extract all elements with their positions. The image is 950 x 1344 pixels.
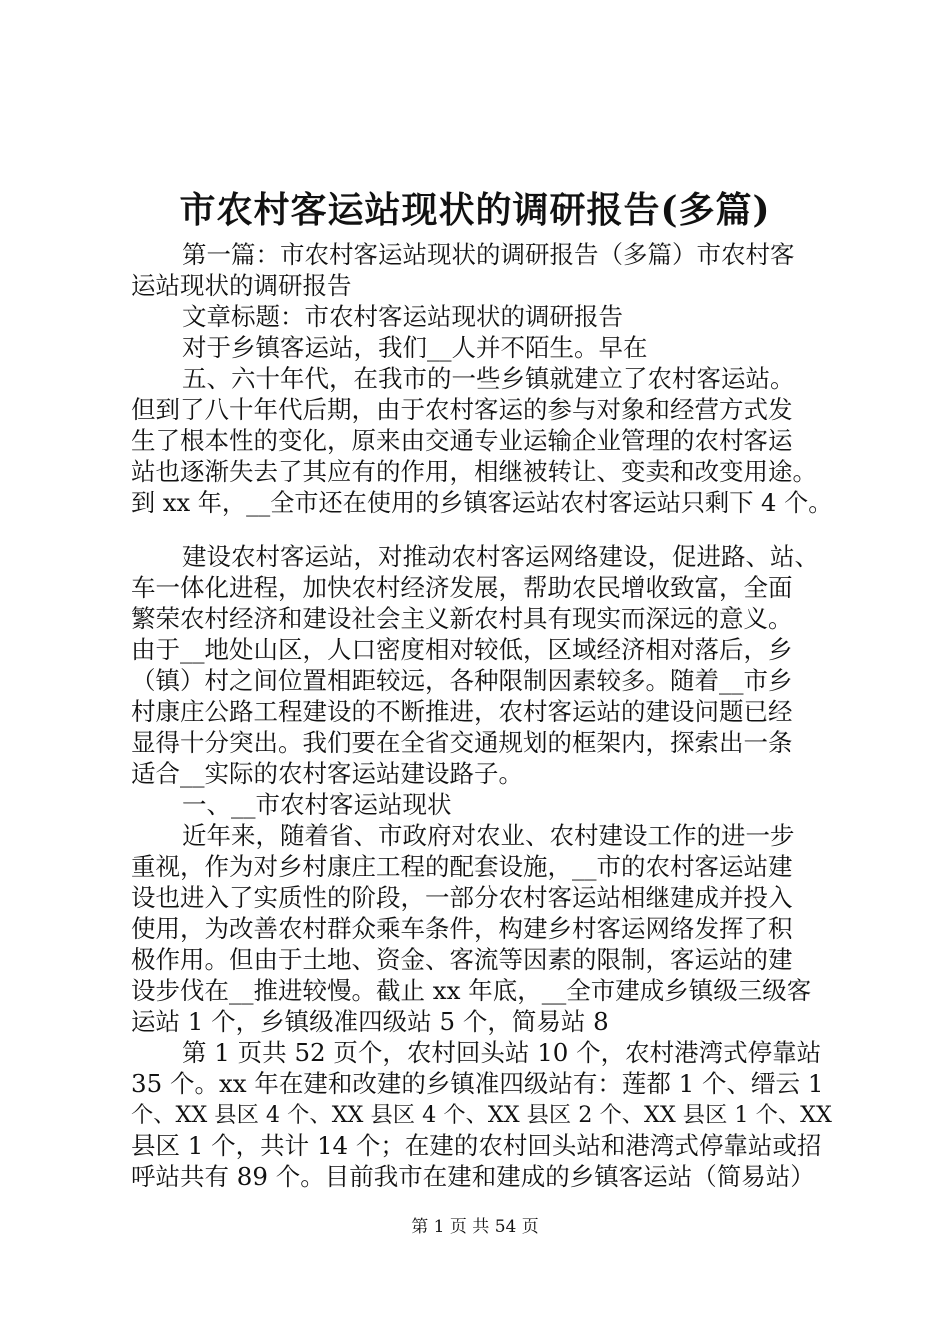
body-line: 对于乡镇客运站，我们__人并不陌生。早在 [182,333,648,362]
body-line: 文章标题：市农村客运站现状的调研报告 [182,302,623,331]
body-line: 站也逐渐失去了其应有的作用，相继被转让、变卖和改变用途。 [131,457,817,486]
body-line: 村康庄公路工程建设的不断推进，农村客运站的建设问题已经 [131,697,793,726]
body-line: 但到了八十年代后期，由于农村客运的参与对象和经营方式发 [131,395,793,424]
body-line: 县区 1 个，共计 14 个；在建的农村回头站和港湾式停靠站或招 [131,1131,822,1160]
body-line: 极作用。但由于土地、资金、客流等因素的限制，客运站的建 [131,945,793,974]
page-number-footer: 第 1 页 共 54 页 [411,1217,539,1237]
body-line: 设步伐在__推进较慢。截止 xx 年底，__全市建成乡镇级三级客 [131,976,812,1005]
body-line: 运站现状的调研报告 [131,271,352,300]
body-line: 五、六十年代，在我市的一些乡镇就建立了农村客运站。 [182,364,795,393]
body-line: 第 1 页共 52 页个，农村回头站 10 个，农村港湾式停靠站 [182,1038,822,1067]
body-line: 繁荣农村经济和建设社会主义新农村具有现实而深远的意义。 [131,604,793,633]
body-line: 由于__地处山区，人口密度相对较低，区域经济相对落后，乡 [131,635,793,664]
body-line: 近年来，随着省、市政府对农业、农村建设工作的进一步 [182,821,795,850]
body-line: 35 个。xx 年在建和改建的乡镇准四级站有：莲都 1 个、缙云 1 [131,1069,824,1098]
body-line: 第一篇：市农村客运站现状的调研报告（多篇）市农村客 [182,240,795,269]
body-line: 使用，为改善农村群众乘车条件，构建乡村客运网络发挥了积 [131,914,793,943]
body-line: 车一体化进程，加快农村经济发展，帮助农民增收致富，全面 [131,573,793,602]
body-line: 显得十分突出。我们要在全省交通规划的框架内，探索出一条 [131,728,793,757]
body-line: 运站 1 个，乡镇级准四级站 5 个，简易站 8 [131,1007,609,1036]
section-heading: 一、__市农村客运站现状 [182,790,452,819]
body-line: 生了根本性的变化，原来由交通专业运输企业管理的农村客运 [131,426,793,455]
body-line: 设也进入了实质性的阶段，一部分农村客运站相继建成并投入 [131,883,793,912]
page-title: 市农村客运站现状的调研报告(多篇) [179,189,771,231]
body-line: 到 xx 年，__全市还在使用的乡镇客运站农村客运站只剩下 4 个。 [131,489,833,517]
body-line: 个、XX 县区 4 个、XX 县区 4 个、XX 县区 2 个、XX 县区 1 个、XX [131,1102,832,1128]
body-line: （镇）村之间位置相距较远，各种限制因素较多。随着__市乡 [131,666,793,695]
body-line: 建设农村客运站，对推动农村客运网络建设，促进路、站、 [182,542,819,571]
body-line: 适合__实际的农村客运站建设路子。 [131,759,523,788]
body-line: 重视，作为对乡村康庄工程的配套设施，__市的农村客运站建 [131,852,793,881]
body-line: 呼站共有 89 个。目前我市在建和建成的乡镇客运站（简易站） [131,1162,815,1191]
